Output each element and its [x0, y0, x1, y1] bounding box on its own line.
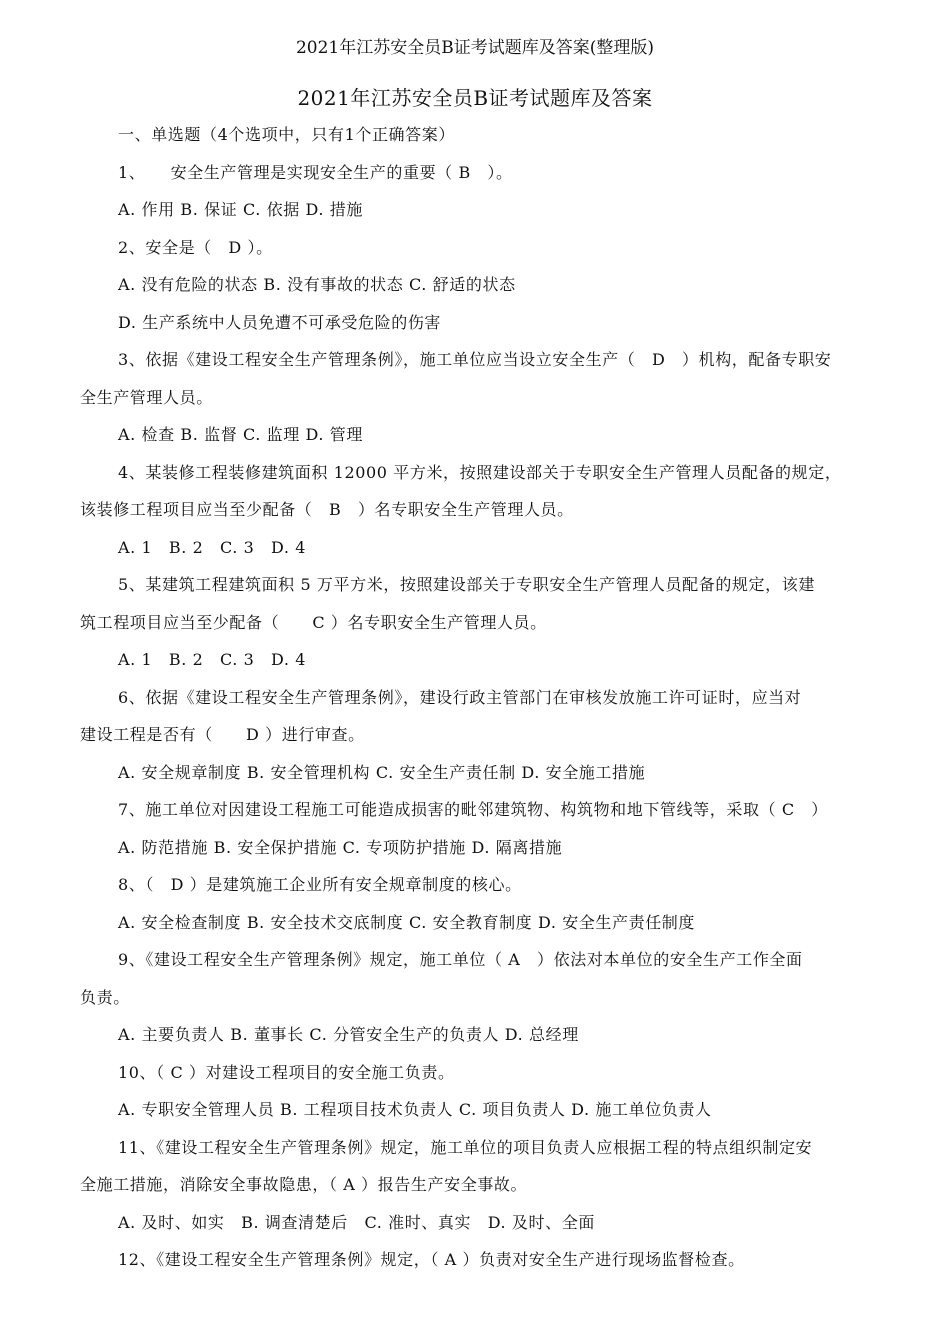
text-line: 4、某装修工程装修建筑面积 12000 平方米，按照建设部关于专职安全生产管理人员配备的规定，: [118, 462, 842, 482]
text-line: 5、某建筑工程建筑面积 5 万平方米，按照建设部关于专职安全生产管理人员配备的规定，该建: [118, 575, 815, 594]
text-line: A. 防范措施 B. 安全保护措施 C. 专项防护措施 D. 隔离措施: [118, 837, 563, 857]
text-line: A. 专职安全管理人员 B. 工程项目技术负责人 C. 项目负责人 D. 施工单位负责人: [118, 1100, 712, 1119]
text-line: A. 安全规章制度 B. 安全管理机构 C. 安全生产责任制 D. 安全施工措施: [118, 762, 646, 782]
text-line: A. 1 B. 2 C. 3 D. 4: [118, 650, 307, 669]
text-line: A. 主要负责人 B. 董事长 C. 分管安全生产的负责人 D. 总经理: [118, 1025, 579, 1044]
text-line: 11、《建设工程安全生产管理条例》规定，施工单位的项目负责人应根据工程的特点组织制定安: [118, 1137, 813, 1157]
document-title: 2021年江苏安全员B证考试题库及答案: [297, 86, 653, 110]
text-line: A. 安全检查制度 B. 安全技术交底制度 C. 安全教育制度 D. 安全生产责任制度: [118, 912, 695, 932]
text-line: 9、《建设工程安全生产管理条例》规定，施工单位（ A ）依法对本单位的安全生产工作全面: [118, 950, 803, 969]
text-line: A. 作用 B. 保证 C. 依据 D. 措施: [118, 200, 363, 219]
text-line: A. 1 B. 2 C. 3 D. 4: [118, 537, 307, 557]
text-line: 7、施工单位对因建设工程施工可能造成损害的毗邻建筑物、构筑物和地下管线等，采取（ C ）: [118, 800, 828, 819]
document-header: 2021年江苏安全员B证考试题库及答案(整理版): [295, 38, 655, 58]
text-line: 全施工措施，消除安全事故隐患，（ A ）报告生产安全事故。: [80, 1175, 528, 1194]
text-line: 6、依据《建设工程安全生产管理条例》，建设行政主管部门在审核发放施工许可证时，应当对: [118, 687, 802, 707]
text-line: A. 及时、如实 B. 调查清楚后 C. 准时、真实 D. 及时、全面: [118, 1212, 595, 1232]
text-line: 建设工程是否有（ D ）进行审查。: [80, 725, 365, 744]
text-line: 一、单选题（4个选项中，只有1个正确答案）: [118, 125, 455, 144]
text-line: 负责。: [80, 987, 130, 1007]
text-line: 3、依据《建设工程安全生产管理条例》，施工单位应当设立安全生产（ D ）机构，配备专职安: [118, 350, 832, 369]
text-line: 12、《建设工程安全生产管理条例》规定，（ A ）负责对安全生产进行现场监督检查。: [118, 1250, 745, 1269]
text-line: D. 生产系统中人员免遭不可承受危险的伤害: [118, 312, 442, 332]
text-line: 8、（ D ）是建筑施工企业所有安全规章制度的核心。: [118, 875, 522, 894]
text-line: 2、安全是（ D ）。: [118, 237, 273, 257]
text-line: A. 检查 B. 监督 C. 监理 D. 管理: [118, 425, 363, 444]
text-line: 1、 安全生产管理是实现安全生产的重要（ B ）。: [118, 162, 513, 182]
text-line: 全生产管理人员。: [80, 387, 213, 407]
text-line: 该装修工程项目应当至少配备（ B ）名专职安全生产管理人员。: [80, 500, 574, 519]
text-line: A. 没有危险的状态 B. 没有事故的状态 C. 舒适的状态: [118, 275, 516, 294]
document-body: [80, 116, 910, 1279]
text-line: 筑工程项目应当至少配备（ C ）名专职安全生产管理人员。: [80, 612, 547, 632]
text-line: 10、（ C ）对建设工程项目的安全施工负责。: [118, 1062, 455, 1082]
